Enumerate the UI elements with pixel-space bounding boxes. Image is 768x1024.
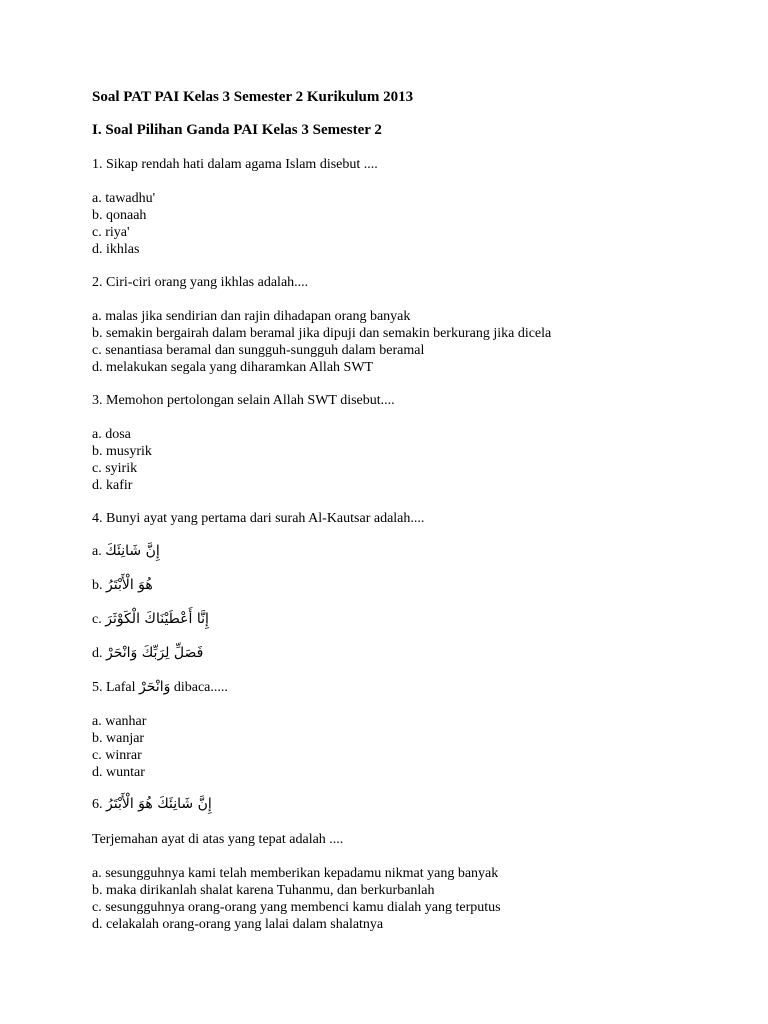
q4-option-c-prefix: c. [92,612,102,627]
q4-option-c [92,611,209,628]
q6-option-d: d. celakalah orang-orang yang lalai dalam shalatnya [92,917,384,932]
q4-option-a-arabic: إِنَّ شَانِئَكَ [105,543,160,559]
section-heading: I. Soal Pilihan Ganda PAI Kelas 3 Semester 2 [92,122,382,138]
question-4: 4. Bunyi ayat yang pertama dari surah Al-Kautsar adalah.... [92,511,425,526]
question-6: Terjemahan ayat di atas yang tepat adalah .... [92,832,344,847]
q4-option-a-prefix: a. [92,544,102,559]
q4-option-b-prefix: b. [92,578,103,593]
question-6-ayat [92,796,212,813]
q5-option-d: d. wuntar [92,765,145,780]
q5-option-b: b. wanjar [92,731,145,746]
q1-option-b: b. qonaah [92,208,147,223]
question-2: 2. Ciri-ciri orang yang ikhlas adalah.... [92,275,309,290]
q2-option-a: a. malas jika sendirian dan rajin dihadapan orang banyak [92,309,411,324]
question-1: 1. Sikap rendah hati dalam agama Islam disebut .... [92,157,378,172]
q3-option-d: d. kafir [92,478,133,493]
q2-option-b: b. semakin bergairah dalam beramal jika dipuji dan semakin berkurang jika dicela [92,326,552,341]
q2-option-c: c. senantiasa beramal dan sungguh-sungguh dalam beramal [92,343,425,358]
q1-option-a: a. tawadhu' [92,191,156,206]
q1-option-c: c. riya' [92,225,130,240]
q4-option-b-arabic: هُوَ الْأَبْتَرُ [106,577,153,593]
q5-suffix: dibaca..... [173,680,228,695]
q5-option-a: a. wanhar [92,714,147,729]
q6-arabic: إِنَّ شَانِئَكَ هُوَ الْأَبْتَرُ [106,796,212,812]
q6-option-a: a. sesungguhnya kami telah memberikan kepadamu nikmat yang banyak [92,866,499,881]
q6-prefix: 6. [92,797,103,812]
q3-option-c: c. syirik [92,461,138,476]
q6-option-b: b. maka dirikanlah shalat karena Tuhanmu, dan berkurbanlah [92,883,435,898]
q4-option-b [92,577,153,594]
q4-option-c-arabic: إِنَّا أَعْطَيْنَاكَ الْكَوْثَرَ [105,611,209,627]
q4-option-d [92,645,203,662]
q5-prefix: 5. Lafal [92,680,136,695]
q3-option-a: a. dosa [92,427,131,442]
document-title: Soal PAT PAI Kelas 3 Semester 2 Kurikulum 2013 [92,89,414,105]
q4-option-d-prefix: d. [92,646,103,661]
question-3: 3. Memohon pertolongan selain Allah SWT disebut.... [92,393,395,408]
q4-option-a [92,543,160,560]
q6-option-c: c. sesungguhnya orang-orang yang membenci kamu dialah yang terputus [92,900,501,915]
q5-option-c: c. winrar [92,748,142,763]
q5-arabic: وَانْحَرْ [139,679,171,695]
q2-option-d: d. melakukan segala yang diharamkan Allah SWT [92,360,374,375]
question-5 [92,679,228,696]
q3-option-b: b. musyrik [92,444,152,459]
q4-option-d-arabic: فَصَلِّ لِرَبِّكَ وَانْحَرْ [106,645,204,661]
q1-option-d: d. ikhlas [92,242,140,257]
